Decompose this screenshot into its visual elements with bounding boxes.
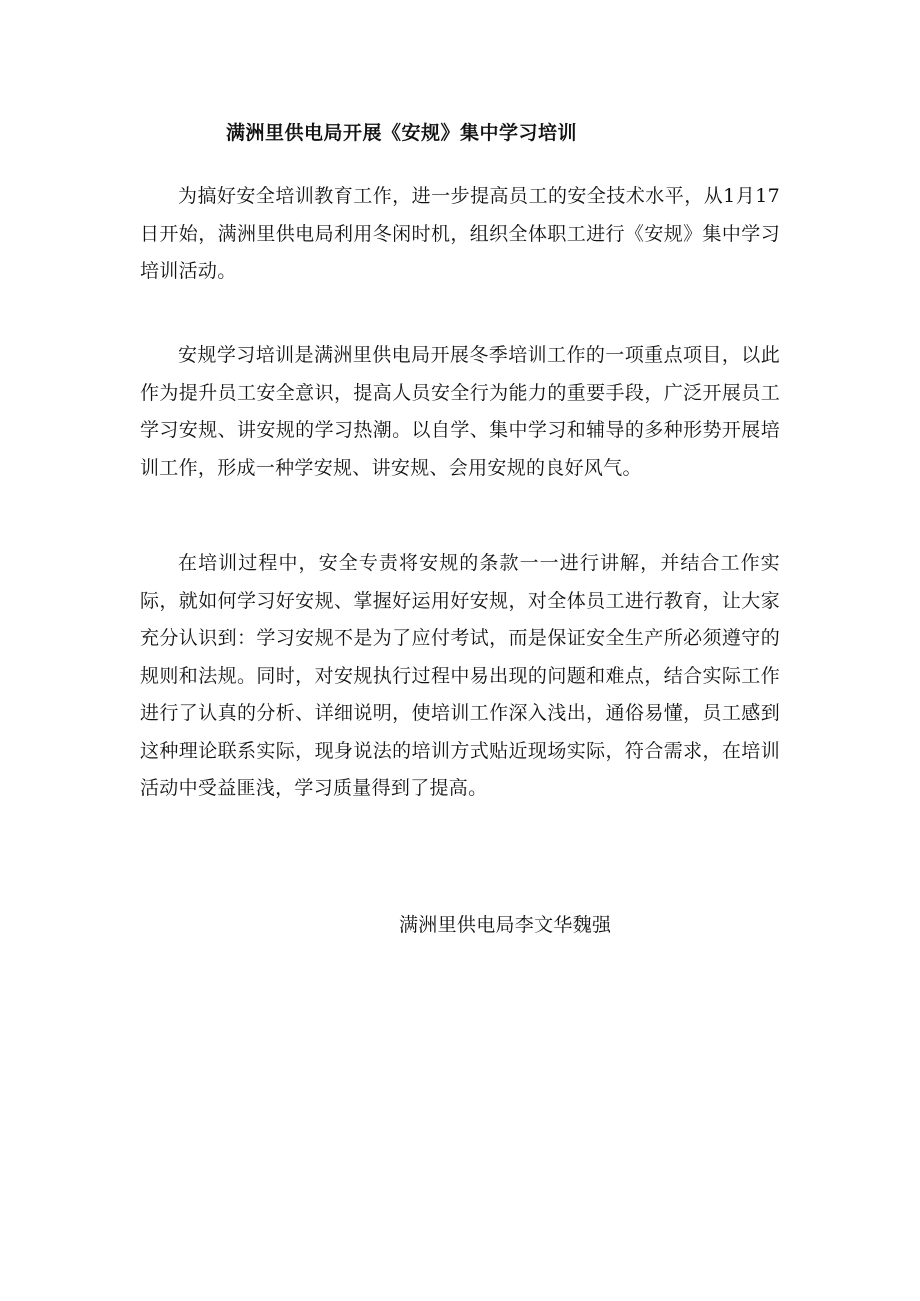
paragraph-3: 在培训过程中，安全专责将安规的条款一一进行讲解，并结合工作实际，就如何学习好安规、掌握好运用好安规，对全体员工进行教育，让大家充分认识到：学习安规不是为了应付考试，而是保证安全生产所必须遵守的规则和法规。同时，对安规执行过程中易出现的问题和难点，结合实际工作进行了认真的分析、详细说明，使培训工作深入浅出，通俗易懂，员工感到这种理论联系实际，现身说法的培训方式贴近现场实际，符合需求，在培训活动中受益匪浅，学习质量得到了提高。 xyxy=(140,552,780,799)
document-title: 满洲里供电局开展《安规》集中学习培训 xyxy=(226,122,578,144)
author-signature-line: 满洲里供电局李文华魏强 xyxy=(399,914,612,936)
paragraph-2: 安规学习培训是满洲里供电局开展冬季培训工作的一项重点项目，以此作为提升员工安全意识，提高人员安全行为能力的重要手段，广泛开展员工学习安规、讲安规的学习热潮。以自学、集中学习和辅导的多种形势开展培训工作，形成一种学安规、讲安规、会用安规的良好风气。 xyxy=(140,344,780,479)
paragraph-1: 为搞好安全培训教育工作，进一步提高员工的安全技术水平，从1月17日开始，满洲里供电局利用冬闲时机，组织全体职工进行《安规》集中学习培训活动。 xyxy=(140,185,780,282)
